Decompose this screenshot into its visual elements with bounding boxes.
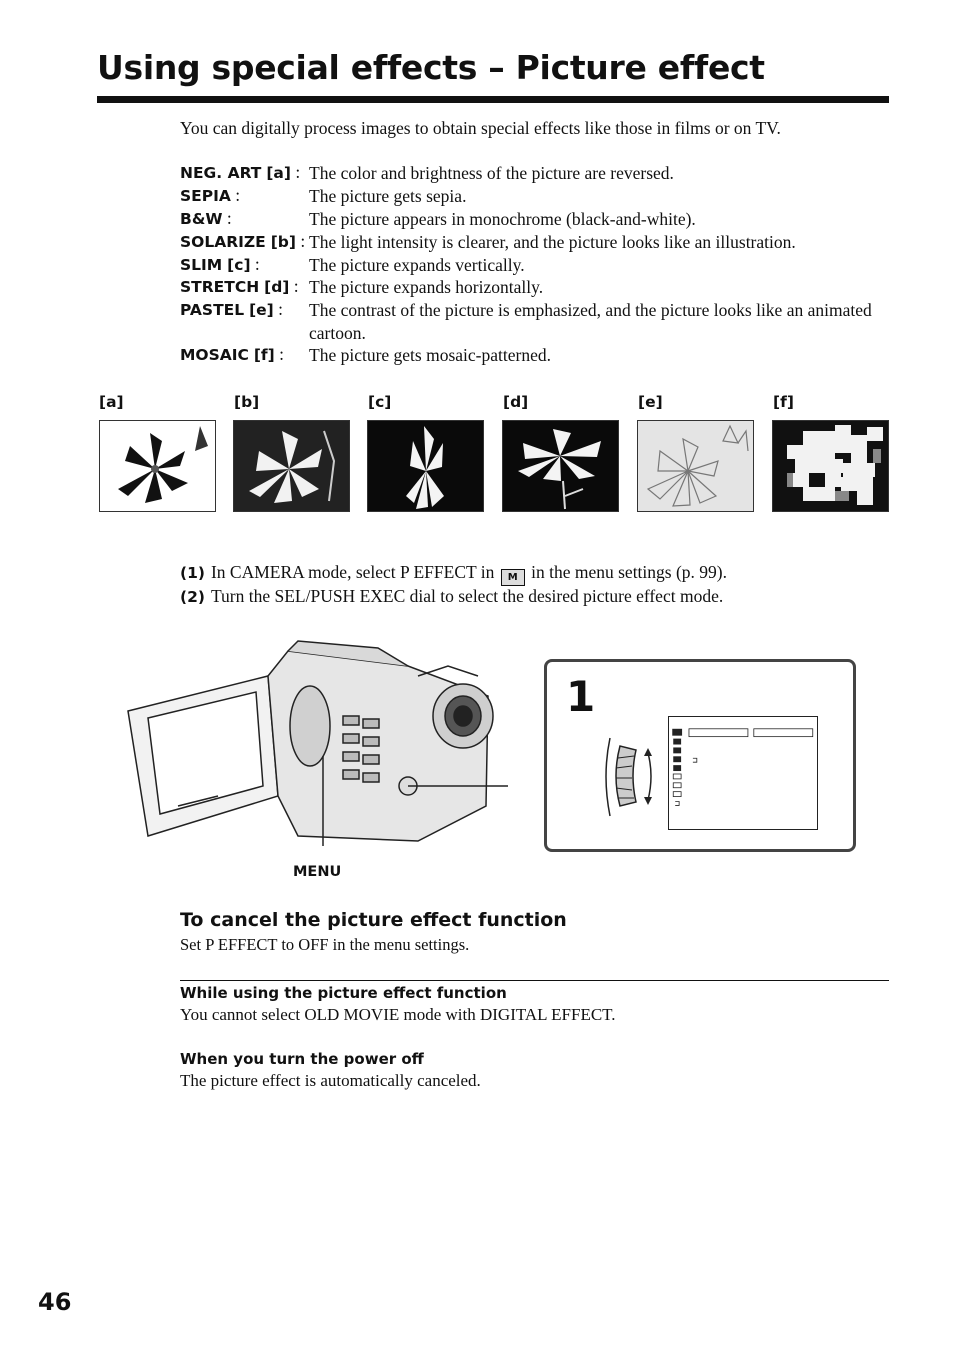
effect-colon: : (230, 185, 241, 205)
thumbnail-stretch-image (502, 420, 619, 512)
effect-tag: [a] (266, 164, 291, 182)
thumb-label-d: [d] (503, 393, 529, 411)
title-rule (97, 96, 889, 103)
effect-colon: : (290, 162, 301, 182)
thumb-label-b: [b] (234, 393, 260, 411)
effect-term (180, 344, 284, 365)
cancel-text: Set P EFFECT to OFF in the menu settings. (180, 935, 470, 954)
effect-name: SLIM (180, 256, 223, 274)
thumbnail-mosaic-image (772, 420, 889, 512)
effect-name: SOLARIZE (180, 233, 266, 251)
effect-name: MOSAIC (180, 346, 249, 364)
cancel-heading: To cancel the picture effect function (180, 909, 567, 931)
memory-icon (673, 756, 681, 762)
note-heading-power-off: When you turn the power off (180, 1050, 424, 1068)
effect-tag: [b] (270, 233, 296, 251)
effect-colon: : (250, 254, 260, 274)
effect-colon: : (289, 276, 299, 296)
camcorder-illustration (118, 636, 508, 846)
effect-colon: : (273, 299, 284, 319)
effect-term (180, 231, 305, 252)
effect-term (180, 276, 299, 297)
vtr-icon (673, 765, 681, 771)
page-number: 46 (38, 1288, 72, 1316)
effect-name: SEPIA (180, 187, 231, 205)
intro-paragraph: You can digitally process images to obtain special effects like those in films or on TV. (180, 118, 781, 138)
effect-description: The picture expands horizontally. (309, 277, 544, 297)
effect-term (180, 299, 283, 320)
effect-description: The light intensity is clearer, and the picture looks like an illustration. (309, 232, 796, 252)
thumbnail-slim-image (367, 420, 484, 512)
menu-screen (668, 716, 818, 830)
cassette-icon (673, 739, 681, 745)
sel-push-exec-dial-icon (598, 728, 658, 823)
thumbnail-pastel-image (637, 420, 754, 512)
thumbnail-negative-image (99, 420, 216, 512)
thumb-label-c: [c] (368, 393, 392, 411)
effect-tag: [f] (253, 346, 275, 364)
effect-tag: [d] (264, 278, 290, 296)
note-text-effect-function: You cannot select OLD MOVIE mode with DIGITAL EFFECT. (180, 1005, 616, 1024)
effect-term (180, 162, 300, 183)
thumb-label-f: [f] (773, 393, 794, 411)
thumbnail-solarize-image (233, 420, 350, 512)
effect-description: The picture expands vertically. (309, 255, 525, 275)
effect-description: The color and brightness of the picture are reversed. (309, 163, 674, 183)
effect-name: NEG. ART (180, 164, 262, 182)
notes-divider (180, 980, 889, 981)
effect-term (180, 254, 260, 275)
etc-icon (673, 792, 681, 797)
camera-menu-icon (672, 729, 682, 736)
effect-description: The picture appears in monochrome (black-and-white). (309, 209, 696, 229)
note-heading-effect-function: While using the picture effect function (180, 984, 507, 1002)
step-text-after: in the menu settings (p. 99). (531, 562, 728, 582)
effect-tag: [c] (227, 256, 251, 274)
effect-colon: : (274, 344, 285, 364)
step-1 (180, 562, 727, 586)
effect-description: The contrast of the picture is emphasized, and the picture looks like an animated cartoon. (309, 300, 872, 343)
camera-menu-icon: M (501, 569, 525, 586)
note-text-power-off: The picture effect is automatically canceled. (180, 1071, 481, 1090)
thumb-label-a: [a] (99, 393, 124, 411)
effect-name: B&W (180, 210, 223, 228)
return-icon (675, 801, 679, 805)
panel-step-number: 1 (566, 672, 596, 721)
effect-tag: [e] (249, 301, 274, 319)
lcd-icon (673, 747, 681, 753)
step-number: (2) (180, 588, 205, 606)
effect-name: STRETCH (180, 278, 260, 296)
effect-colon: : (295, 231, 306, 251)
step-text: Turn the SEL/PUSH EXEC dial to select the desired picture effect mode. (210, 586, 724, 606)
page-title: Using special effects – Picture effect (97, 48, 765, 87)
effect-term (180, 185, 240, 206)
thumb-label-e: [e] (638, 393, 663, 411)
effect-description: The picture gets mosaic-patterned. (309, 345, 551, 365)
step-text: In CAMERA mode, select P EFFECT in (210, 562, 495, 582)
effect-description: The picture gets sepia. (309, 186, 467, 206)
menu-button-label: MENU (293, 864, 342, 880)
step-2 (180, 586, 723, 607)
effect-colon: : (222, 208, 232, 228)
effect-name: PASTEL (180, 301, 245, 319)
effect-term (180, 208, 232, 229)
menu-screen-drawing (669, 717, 817, 829)
step-number: (1) (180, 564, 205, 582)
